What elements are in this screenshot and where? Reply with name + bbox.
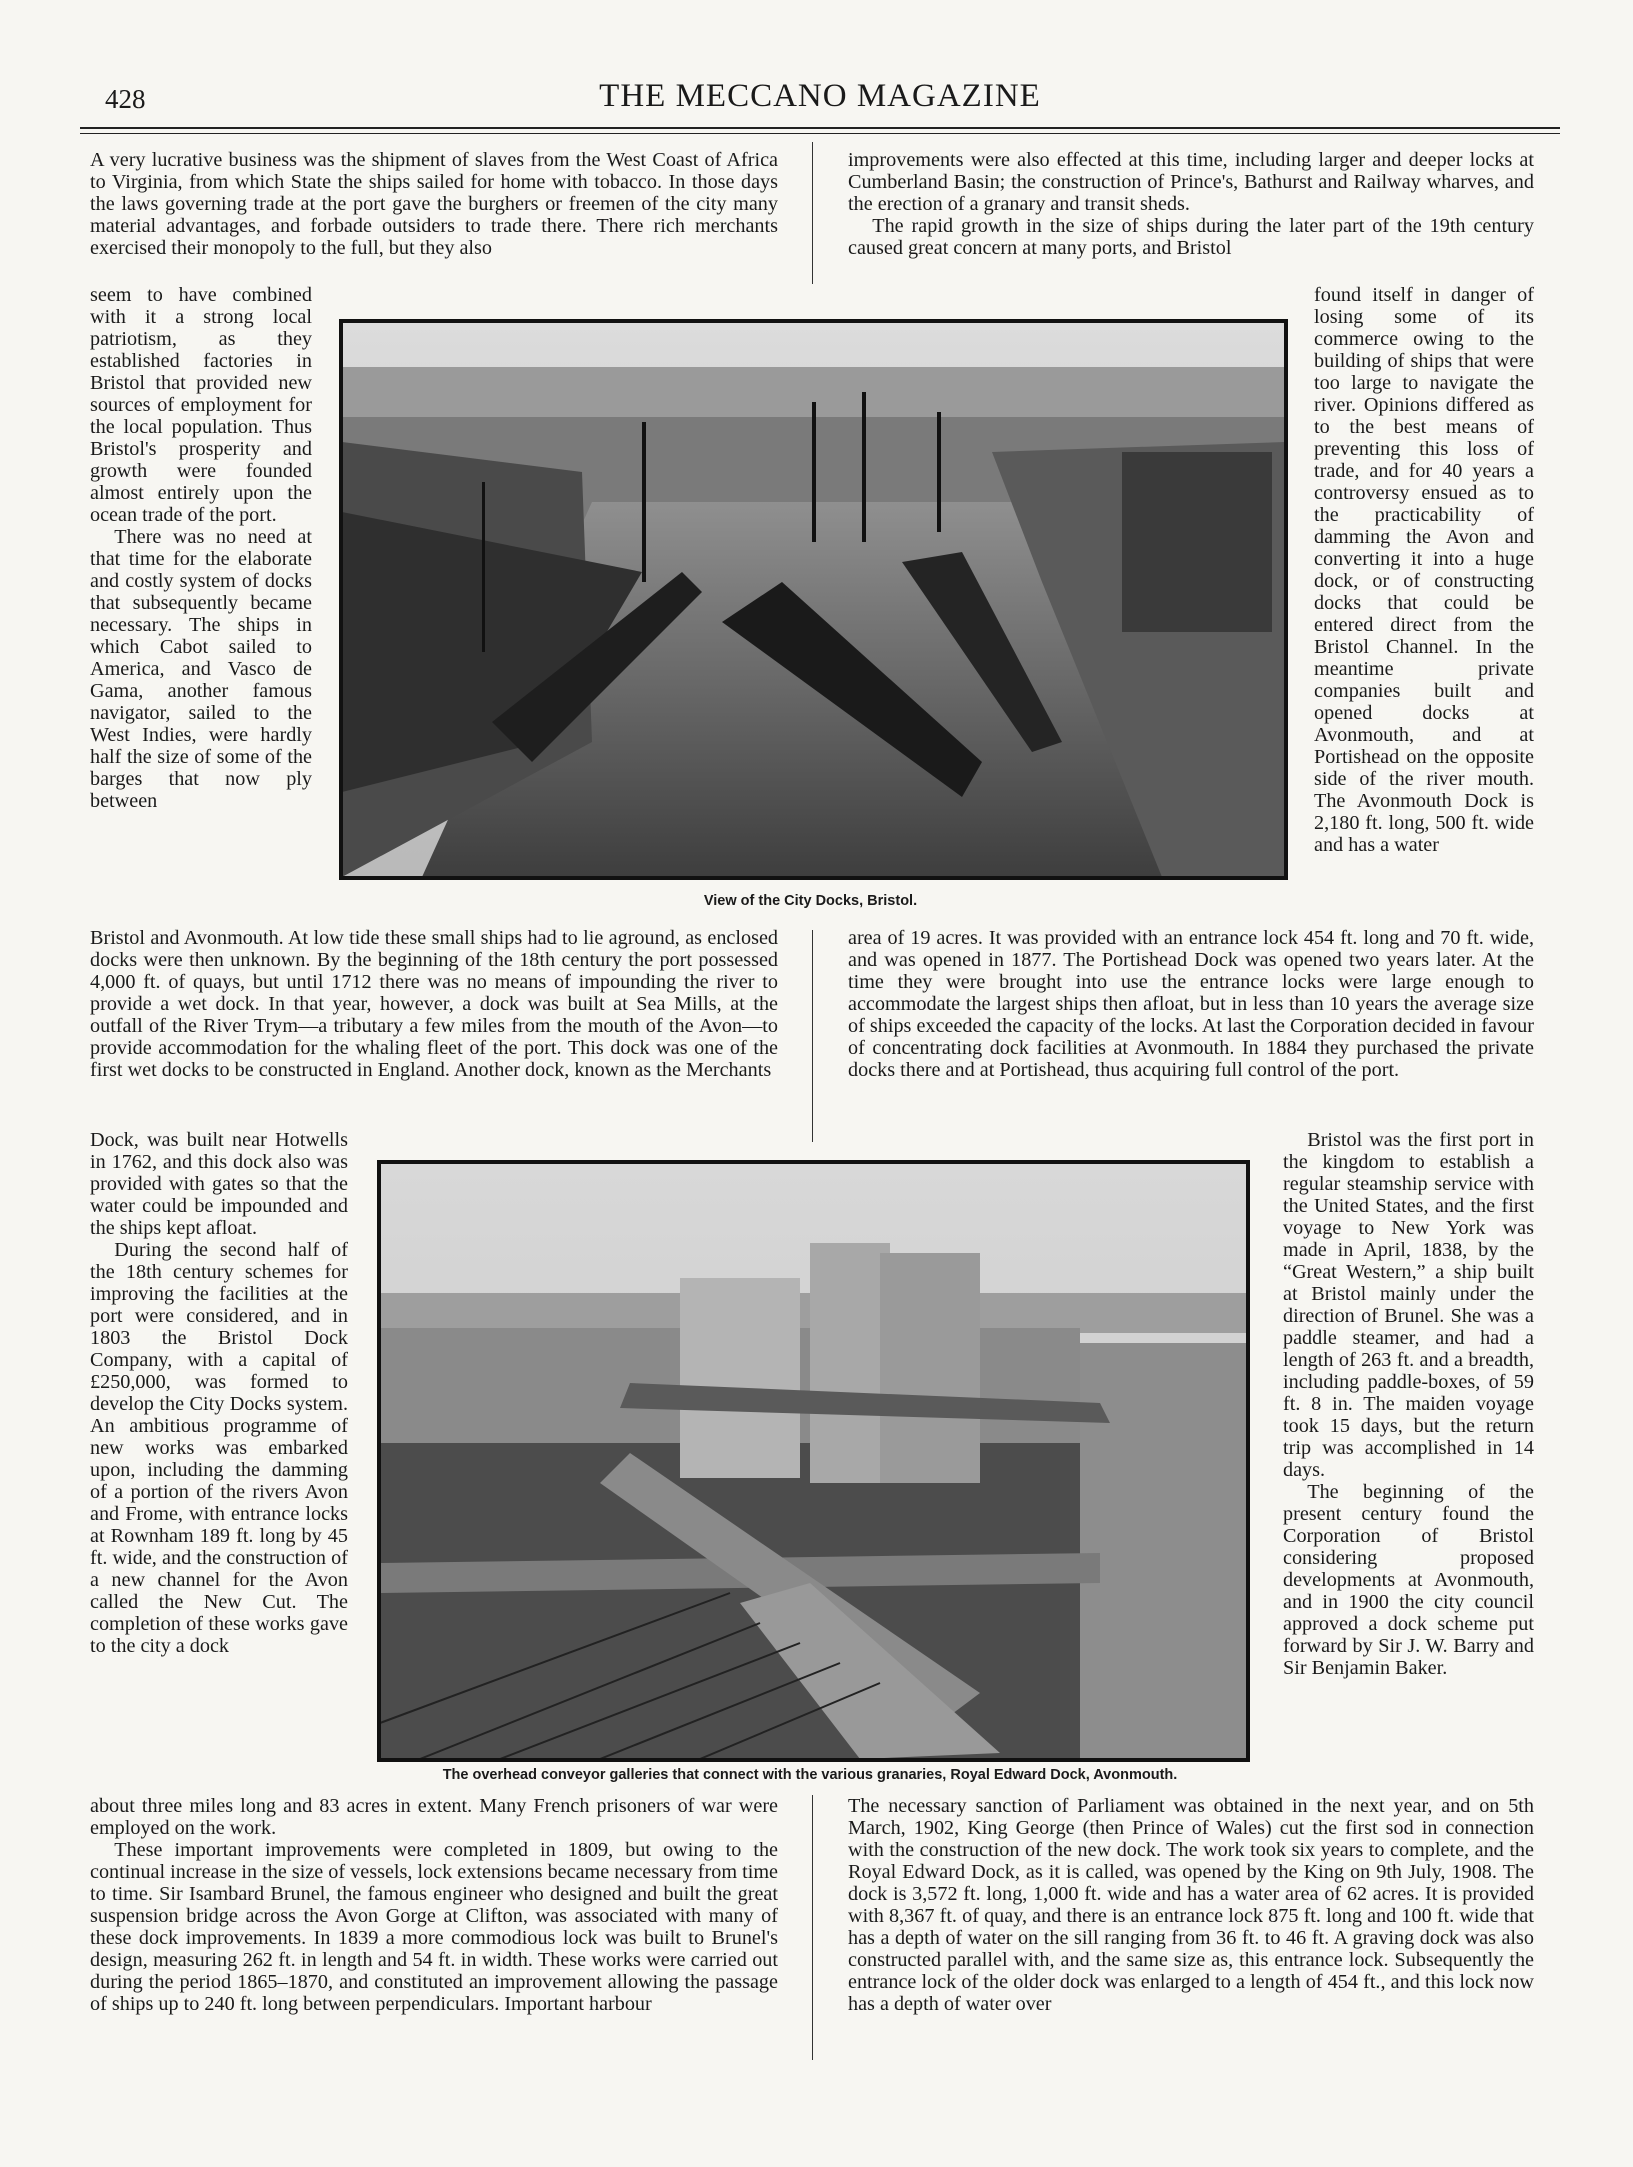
body-text-left-top — [90, 149, 778, 259]
magazine-title: THE MECCANO MAGAZINE — [599, 78, 1041, 114]
paragraph: Dock, was built near Hotwells in 1762, and this dock also was provided with gates so that the water could be impounded and the ships kept afloat. — [90, 1129, 348, 1239]
header-rule — [80, 127, 1560, 129]
paragraph: Bristol was the first port in the kingdom to establish a regular steamship service with the United States, and the first voyage to New York was made in April, 1838, by the “Great Western,” a ship built at Bristol mainly under the direction of Brunel. She was a paddle steamer, and had a length of 263 ft. and a breadth, including paddle-boxes, of 59 ft. 8 in. The maiden voyage took 15 days, but the return trip was accomplished in 14 days. — [1283, 1129, 1534, 1481]
body-text-right-top — [848, 149, 1534, 259]
city-docks-illustration — [342, 322, 1285, 877]
paragraph: found itself in danger of losing some of its commerce owing to the building of ships that were too large to navigate the river. Opinions differed as to the best means of preventing this loss of trade, and for 40 years a controversy ensued as to the practicability of damming the Avon and converting it into a huge dock, or of constructing docks that could be entered direct from the Bristol Channel. In the meantime private companies built and opened docks at Avonmouth, and at Portishead on the opposite side of the river mouth. The Avonmouth Dock is 2,180 ft. long, 500 ft. wide and has a water — [1314, 284, 1534, 856]
body-text-right-bottom — [848, 1795, 1534, 2015]
body-text-right-narrow-lower — [1283, 1129, 1534, 1679]
paragraph: During the second half of the 18th century schemes for improving the facilities at the port were considered, and in 1803 the Bristol Dock Company, with a capital of £250,000, was formed to develop the City Docks system. An ambitious programme of new works was embarked upon, including the damming of a portion of the rivers Avon and Frome, with entrance locks at Rownham 189 ft. long by 45 ft. wide, and the construction of a new channel for the Avon called the New Cut. The completion of these works gave to the city a dock — [90, 1239, 348, 1657]
body-text-right-narrow — [1314, 284, 1534, 856]
city-docks-caption: View of the City Docks, Bristol. — [703, 893, 918, 909]
header-rule-thin — [80, 133, 1560, 134]
column-divider-mid — [812, 930, 813, 1142]
paragraph: The necessary sanction of Parliament was obtained in the next year, and on 5th March, 1902, King George (then Prince of Wales) cut the first sod in connection with the construction of the new dock. The work took six years to complete, and the Royal Edward Dock, as it is called, was opened by the King on 9th July, 1908. The dock is 3,572 ft. long, 1,000 ft. wide and has a water area of 62 acres. It is provided with 8,367 ft. of quay, and there is an entrance lock 875 ft. long and 100 ft. wide that has a depth of water on the sill ranging from 36 ft. to 46 ft. A graving dock was also constructed parallel with, and the same size as, this entrance lock. Subsequently the entrance lock of the older dock was enlarged to a length of 454 ft., and this lock now has a depth of water over — [848, 1795, 1534, 2015]
conveyor-galleries-caption: The overhead conveyor galleries that connect with the various granaries, Royal Edward Dock, Avonmouth. — [442, 1767, 1178, 1783]
body-text-left-narrow — [90, 284, 312, 812]
paragraph: seem to have combined with it a strong local patriotism, as they established factories in Bristol that provided new sources of employment for the local population. Thus Bristol's prosperity and growth were founded almost entirely upon the ocean trade of the port. — [90, 284, 312, 526]
paragraph: Bristol and Avonmouth. At low tide these small ships had to lie aground, as enclosed docks were then unknown. By the beginning of the 18th century the port possessed 4,000 ft. of quays, but until 1712 there was no means of impounding the river to provide a wet dock. In that year, however, a dock was built at Sea Mills, at the outfall of the River Trym—a tributary a few miles from the mouth of the Avon—to provide accommodation for the whaling fleet of the port. This dock was one of the first wet docks to be constructed in England. Another dock, known as the Merchants — [90, 927, 778, 1081]
paragraph: The rapid growth in the size of ships during the later part of the 19th century caused great concern at many ports, and Bristol — [848, 215, 1534, 259]
body-text-left-mid — [90, 927, 778, 1081]
paragraph: There was no need at that time for the elaborate and costly system of docks that subsequently became necessary. The ships in which Cabot sailed to America, and Vasco de Gama, another famous navigator, sailed to the West Indies, were hardly half the size of some of the barges that now ply between — [90, 526, 312, 812]
column-divider-bottom — [812, 1795, 813, 2060]
page-header — [80, 72, 1560, 128]
paragraph: A very lucrative business was the shipment of slaves from the West Coast of Africa to Virginia, from which State the ships sailed for home with tobacco. In those days the laws governing trade at the port gave the burghers or freemen of the city many material advantages, and forbade outsiders to trade there. There rich merchants exercised their monopoly to the full, but they also — [90, 149, 778, 259]
page-number: 428 — [105, 84, 146, 114]
city-docks-photo — [339, 319, 1288, 880]
conveyor-galleries-photo — [377, 1160, 1250, 1762]
paragraph: area of 19 acres. It was provided with an entrance lock 454 ft. long and 70 ft. wide, and was opened in 1877. The Portishead Dock was opened two years later. At the time they were brought into use the entrance locks were large enough to accommodate the largest ships then afloat, but in less than 10 years the average size of ships exceeded the capacity of the locks. At last the Corporation decided in favour of concentrating dock facilities at Avonmouth. In 1884 they purchased the private docks there and at Portishead, thus acquiring full control of the port. — [848, 927, 1534, 1081]
column-divider-top — [812, 142, 813, 284]
paragraph: about three miles long and 83 acres in extent. Many French prisoners of war were employed on the work. — [90, 1795, 778, 1839]
paragraph: improvements were also effected at this time, including larger and deeper locks at Cumberland Basin; the construction of Prince's, Bathurst and Railway wharves, and the erection of a granary and transit sheds. — [848, 149, 1534, 215]
body-text-right-mid — [848, 927, 1534, 1081]
paragraph: The beginning of the present century found the Corporation of Bristol considering proposed developments at Avonmouth, and in 1900 the city council approved a dock scheme put forward by Sir J. W. Barry and Sir Benjamin Baker. — [1283, 1481, 1534, 1679]
conveyor-galleries-illustration — [380, 1163, 1247, 1759]
body-text-left-bottom — [90, 1795, 778, 2015]
paragraph: These important improvements were completed in 1809, but owing to the continual increase in the size of vessels, lock extensions became necessary from time to time. Sir Isambard Brunel, the famous engineer who designed and built the great suspension bridge across the Avon Gorge at Clifton, was associated with many of these dock improvements. In 1839 a more commodious lock was built to Brunel's design, measuring 262 ft. in length and 54 ft. in width. These works were carried out during the period 1865–1870, and constituted an improvement allowing the passage of ships up to 240 ft. long between perpendiculars. Important harbour — [90, 1839, 778, 2015]
body-text-left-narrow-lower — [90, 1129, 348, 1657]
